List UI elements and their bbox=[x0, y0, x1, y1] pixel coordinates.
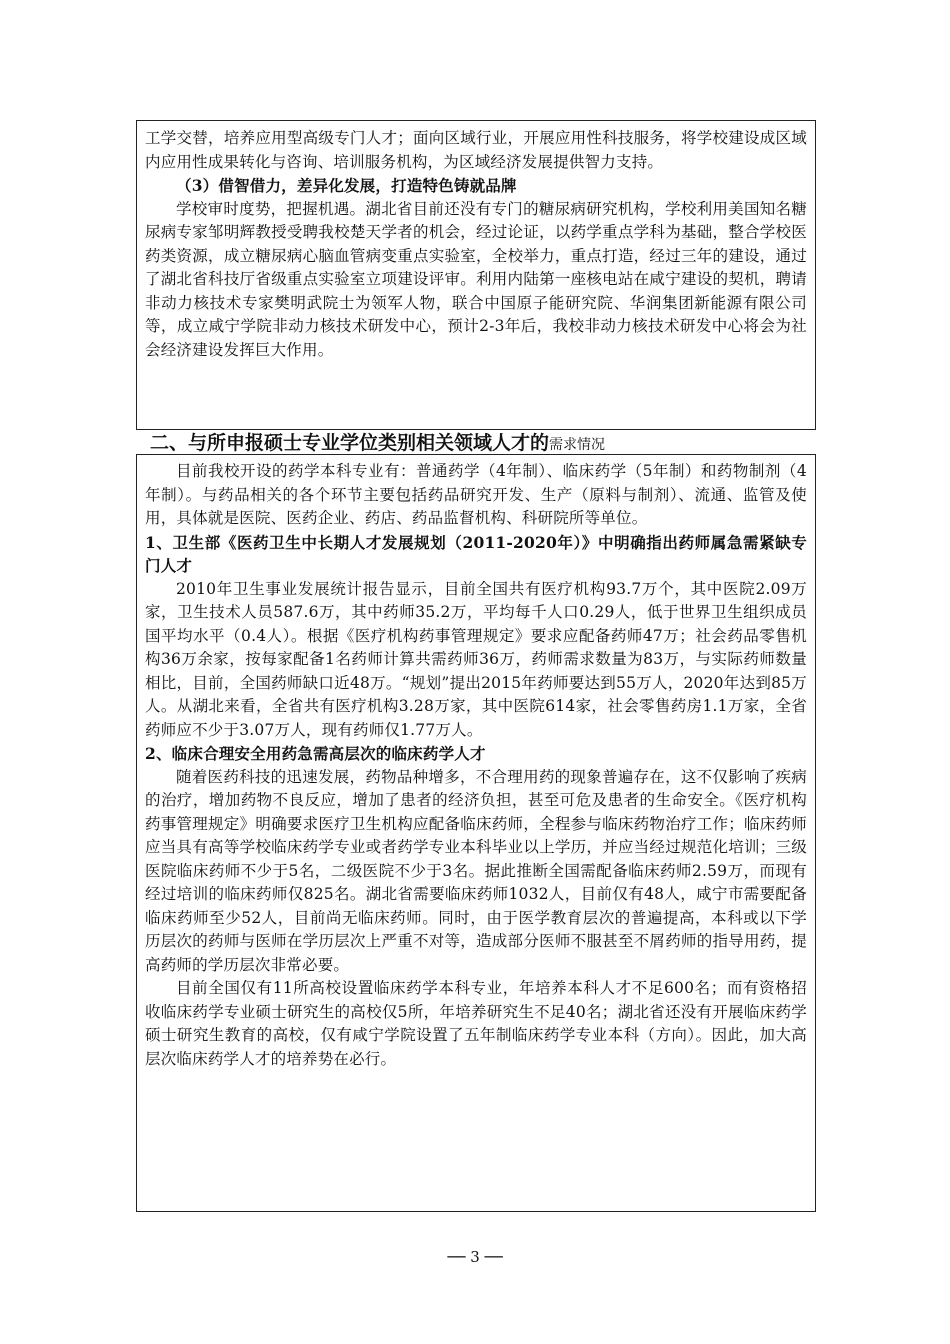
content-box-demand bbox=[136, 454, 816, 1212]
section-title-tail: 需求情况 bbox=[549, 437, 606, 453]
paragraph-continued: 工学交替，培养应用型高级专门人才；面向区域行业，开展应用性科技服务，将学校建设成区域内应用性成果转化与咨询、培训服务机构，为区域经济发展提供智力支持。 bbox=[145, 129, 807, 171]
paragraph-training: 目前全国仅有11所高校设置临床药学本科专业，年培养本科人才不足600名；而有资格招收临床药学专业硕士研究生的高校仅5所，年培养研究生不足40名；湖北省还没有开展临床药学硕士研究生教育的高校，仅有咸宁学院设置了五年制临床药学专业本科（方向）。因此，加大高层次临床药学人才的培养势在必行。 bbox=[145, 979, 807, 1068]
content-box-top bbox=[136, 120, 816, 430]
paragraph-intro: 目前我校开设的药学本科专业有：普通药学（4年制）、临床药学（5年制）和药物制剂（4年制）。与药品相关的各个环节主要包括药品研究开发、生产（原料与制剂）、流通、监管及使用，具体就是医院、医药企业、药店、药品监督机构、科研院所等单位。 bbox=[145, 462, 807, 527]
subheading-3: （3）借智借力，差异化发展，打造特色铸就品牌 bbox=[176, 176, 517, 195]
page-number: ── 3 ── bbox=[447, 1248, 503, 1266]
paragraph-brand: 学校审时度势，把握机遇。湖北省目前还没有专门的糖尿病研究机构，学校利用美国知名糖尿病专家邹明辉教授受聘我校楚天学者的机会，经过论证，以药学重点学科为基础，整合学校医药类资源，成立糖尿病心脑血管病变重点实验室，全校举力，重点打造，经过三年的建设，通过了湖北省科技厅省级重点实验室立项建设评审。利用内陆第一座核电站在咸宁建设的契机，聘请非动力核技术专家樊明武院士为领军人物，联合中国原子能研究院、华润集团新能源有限公司等，成立咸宁学院非动力核技术研发中心，预计2-3年后，我校非动力核技术研发中心将会为社会经济建设发挥巨大作用。 bbox=[145, 199, 807, 359]
paragraph-statistics: 2010年卫生事业发展统计报告显示，目前全国共有医疗机构93.7万个，其中医院2.09万家，卫生技术人员587.6万，其中药师35.2万，平均每千人口0.29人，低于世界卫生组织成员国平均水平（0.4人）。根据《医疗机构药事管理规定》要求应配备药师47万；社会药品零售机构36万余家，按每家配备1名药师计算共需药师36万，药师需求数量为83万，与实际药师数量相比，目前，全国药师缺口近48万。“规划”提出2015年药师要达到55万人，2020年达到85万人。从湖北来看，全省共有医疗机构3.28万家，其中医院614家，社会零售药房1.1万家，全省药师应不少于3.07万人，现有药师仅1.77万人。 bbox=[145, 579, 807, 739]
heading-2: 2、临床合理安全用药急需高层次的临床药学人才 bbox=[145, 744, 486, 763]
section-title bbox=[150, 426, 810, 455]
section-title-main: 二、与所申报硕士专业学位类别相关领域人才的 bbox=[150, 432, 550, 454]
heading-1: 1、卫生部《医药卫生中长期人才发展规划（2011-2020年）》中明确指出药师属急需紧缺专门人才 bbox=[145, 532, 807, 575]
paragraph-clinical: 随着医药科技的迅速发展，药物品种增多，不合理用药的现象普遍存在，这不仅影响了疾病的治疗，增加药物不良反应，增加了患者的经济负担，甚至可危及患者的生命安全。《医疗机构药事管理规定》明确要求医疗卫生机构应配备临床药师，全程参与临床药物治疗工作；临床药师应当具有高等学校临床药学专业或者药学专业本科毕业以上学历，并应当经过规范化培训；三级医院临床药师不少于5名，二级医院不少于3名。据此推断全国需配备临床药师2.59万，而现有经过培训的临床药师仅825名。湖北省需要临床药师1032人，目前仅有48人，咸宁市需要配备临床药师至少52人，目前尚无临床药师。同时，由于医学教育层次的普遍提高，本科或以下学历层次的药师与医师在学历层次上严重不对等，造成部分医师不服甚至不屑药师的指导用药，提高药师的学历层次非常必要。 bbox=[145, 767, 807, 974]
